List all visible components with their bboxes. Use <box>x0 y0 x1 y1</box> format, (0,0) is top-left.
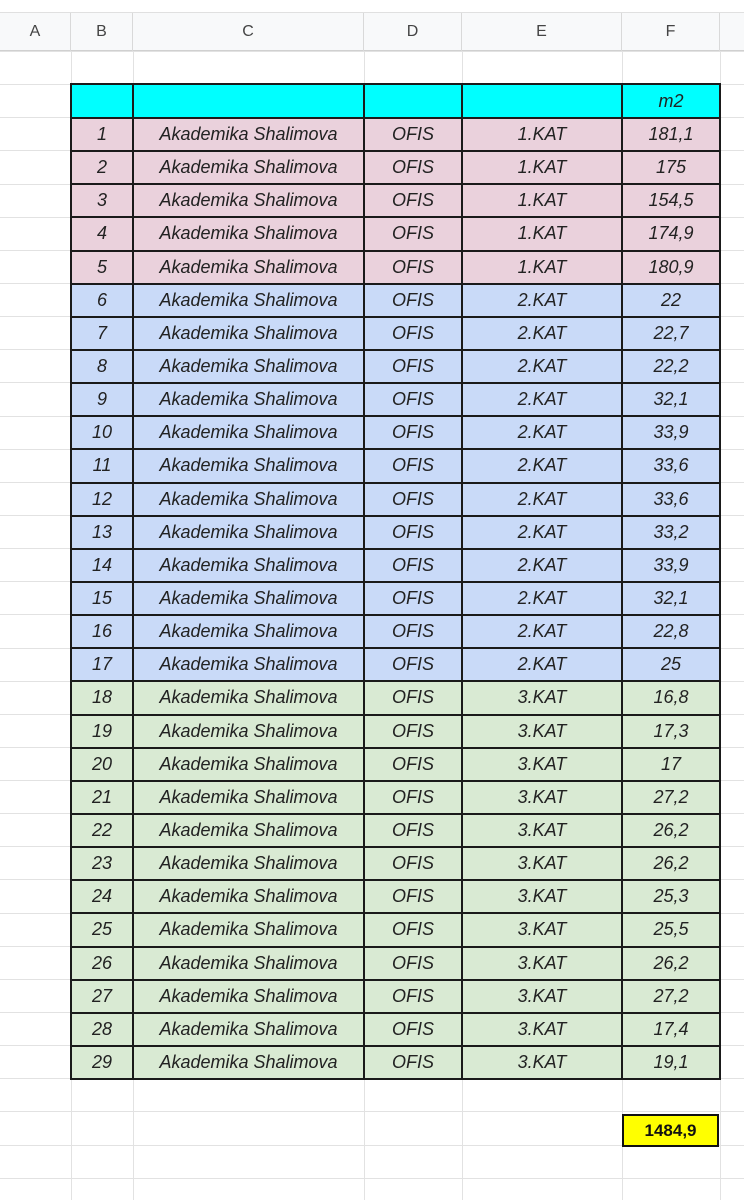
type-cell[interactable]: OFIS <box>364 681 462 714</box>
area-cell[interactable]: 17,4 <box>622 1013 720 1046</box>
street-cell[interactable]: Akademika Shalimova <box>133 715 364 748</box>
table-border-horizontal <box>70 780 721 782</box>
row-number-cell[interactable]: 3 <box>71 184 133 217</box>
column-header-f[interactable]: F <box>622 13 720 51</box>
type-cell[interactable]: OFIS <box>364 516 462 549</box>
row-number-cell[interactable]: 7 <box>71 317 133 350</box>
area-cell[interactable]: 25,3 <box>622 880 720 913</box>
table-border-horizontal <box>70 448 721 450</box>
area-cell[interactable]: 174,9 <box>622 217 720 250</box>
street-cell[interactable]: Akademika Shalimova <box>133 317 364 350</box>
street-cell[interactable]: Akademika Shalimova <box>133 383 364 416</box>
table-border-horizontal <box>70 714 721 716</box>
floor-cell[interactable]: 3.KAT <box>462 947 622 980</box>
row-number-cell[interactable]: 15 <box>71 582 133 615</box>
gridline-horizontal <box>0 1111 744 1112</box>
row-number-cell[interactable]: 8 <box>71 350 133 383</box>
floor-cell[interactable]: 2.KAT <box>462 483 622 516</box>
floor-cell[interactable]: 1.KAT <box>462 118 622 151</box>
street-cell[interactable]: Akademika Shalimova <box>133 814 364 847</box>
table-border-horizontal <box>70 979 721 981</box>
header-cell-b[interactable] <box>71 84 133 118</box>
area-cell[interactable]: 17 <box>622 748 720 781</box>
table-border-horizontal <box>70 846 721 848</box>
gridline-horizontal <box>0 1178 744 1179</box>
street-cell[interactable]: Akademika Shalimova <box>133 516 364 549</box>
area-cell[interactable]: 17,3 <box>622 715 720 748</box>
row-number-cell[interactable]: 9 <box>71 383 133 416</box>
street-cell[interactable]: Akademika Shalimova <box>133 648 364 681</box>
table-border-horizontal <box>70 813 721 815</box>
row-number-cell[interactable]: 24 <box>71 880 133 913</box>
row-number-cell[interactable]: 17 <box>71 648 133 681</box>
row-number-cell[interactable]: 13 <box>71 516 133 549</box>
table-border-horizontal <box>70 614 721 616</box>
table-border-horizontal <box>70 150 721 152</box>
floor-cell[interactable]: 1.KAT <box>462 217 622 250</box>
area-cell[interactable]: 22,7 <box>622 317 720 350</box>
type-cell[interactable]: OFIS <box>364 251 462 284</box>
table-border-horizontal <box>70 912 721 914</box>
table-border-horizontal <box>70 283 721 285</box>
street-cell[interactable]: Akademika Shalimova <box>133 350 364 383</box>
floor-cell[interactable]: 2.KAT <box>462 615 622 648</box>
area-cell[interactable]: 154,5 <box>622 184 720 217</box>
table-border-horizontal <box>70 515 721 517</box>
area-cell[interactable]: 19,1 <box>622 1046 720 1079</box>
table-border-horizontal <box>70 647 721 649</box>
type-cell[interactable]: OFIS <box>364 118 462 151</box>
floor-cell[interactable]: 3.KAT <box>462 781 622 814</box>
street-cell[interactable]: Akademika Shalimova <box>133 681 364 714</box>
type-cell[interactable]: OFIS <box>364 748 462 781</box>
row-number-cell[interactable]: 10 <box>71 416 133 449</box>
row-number-cell[interactable]: 21 <box>71 781 133 814</box>
row-number-cell[interactable]: 2 <box>71 151 133 184</box>
area-cell[interactable]: 33,9 <box>622 549 720 582</box>
gridline-horizontal <box>0 51 744 52</box>
table-border-horizontal <box>70 879 721 881</box>
area-cell[interactable]: 16,8 <box>622 681 720 714</box>
floor-cell[interactable]: 2.KAT <box>462 648 622 681</box>
row-number-cell[interactable]: 16 <box>71 615 133 648</box>
header-cell-d[interactable] <box>364 84 462 118</box>
area-cell[interactable]: 175 <box>622 151 720 184</box>
table-border-horizontal <box>70 349 721 351</box>
row-number-cell[interactable]: 27 <box>71 980 133 1013</box>
floor-cell[interactable]: 2.KAT <box>462 350 622 383</box>
header-cell-c[interactable] <box>133 84 364 118</box>
row-number-cell[interactable]: 28 <box>71 1013 133 1046</box>
row-number-cell[interactable]: 6 <box>71 284 133 317</box>
street-cell[interactable]: Akademika Shalimova <box>133 217 364 250</box>
column-header-b[interactable]: B <box>71 13 133 51</box>
row-number-cell[interactable]: 5 <box>71 251 133 284</box>
type-cell[interactable]: OFIS <box>364 1046 462 1079</box>
street-cell[interactable]: Akademika Shalimova <box>133 880 364 913</box>
area-cell[interactable]: 25,5 <box>622 913 720 946</box>
table-border-horizontal <box>70 250 721 252</box>
street-cell[interactable]: Akademika Shalimova <box>133 748 364 781</box>
row-number-cell[interactable]: 23 <box>71 847 133 880</box>
table-border-horizontal <box>70 581 721 583</box>
floor-cell[interactable]: 1.KAT <box>462 251 622 284</box>
row-number-cell[interactable]: 22 <box>71 814 133 847</box>
type-cell[interactable]: OFIS <box>364 217 462 250</box>
type-cell[interactable]: OFIS <box>364 416 462 449</box>
type-cell[interactable]: OFIS <box>364 615 462 648</box>
floor-cell[interactable]: 3.KAT <box>462 847 622 880</box>
row-number-cell[interactable]: 14 <box>71 549 133 582</box>
floor-cell[interactable]: 2.KAT <box>462 549 622 582</box>
area-cell[interactable]: 32,1 <box>622 383 720 416</box>
area-cell[interactable]: 27,2 <box>622 781 720 814</box>
floor-cell[interactable]: 3.KAT <box>462 715 622 748</box>
table-border-horizontal <box>70 83 721 85</box>
street-cell[interactable]: Akademika Shalimova <box>133 947 364 980</box>
floor-cell[interactable]: 3.KAT <box>462 681 622 714</box>
type-cell[interactable]: OFIS <box>364 151 462 184</box>
type-cell[interactable]: OFIS <box>364 449 462 482</box>
column-header-a[interactable]: A <box>0 13 71 51</box>
type-cell[interactable]: OFIS <box>364 350 462 383</box>
street-cell[interactable]: Akademika Shalimova <box>133 615 364 648</box>
street-cell[interactable]: Akademika Shalimova <box>133 118 364 151</box>
area-cell[interactable]: 26,2 <box>622 814 720 847</box>
column-header-d[interactable]: D <box>364 13 462 51</box>
street-cell[interactable]: Akademika Shalimova <box>133 151 364 184</box>
table-border-horizontal <box>70 548 721 550</box>
floor-cell[interactable]: 2.KAT <box>462 516 622 549</box>
type-cell[interactable]: OFIS <box>364 483 462 516</box>
type-cell[interactable]: OFIS <box>364 814 462 847</box>
table-border-horizontal <box>70 747 721 749</box>
row-number-cell[interactable]: 29 <box>71 1046 133 1079</box>
table-border-horizontal <box>70 946 721 948</box>
type-cell[interactable]: OFIS <box>364 947 462 980</box>
table-border-horizontal <box>70 316 721 318</box>
type-cell[interactable]: OFIS <box>364 648 462 681</box>
floor-cell[interactable]: 2.KAT <box>462 284 622 317</box>
type-cell[interactable]: OFIS <box>364 184 462 217</box>
area-cell[interactable]: 22 <box>622 284 720 317</box>
street-cell[interactable]: Akademika Shalimova <box>133 416 364 449</box>
street-cell[interactable]: Akademika Shalimova <box>133 913 364 946</box>
floor-cell[interactable]: 3.KAT <box>462 913 622 946</box>
floor-cell[interactable]: 3.KAT <box>462 814 622 847</box>
street-cell[interactable]: Akademika Shalimova <box>133 980 364 1013</box>
header-cell-e[interactable] <box>462 84 622 118</box>
table-border-horizontal <box>70 1045 721 1047</box>
floor-cell[interactable]: 2.KAT <box>462 383 622 416</box>
row-number-cell[interactable]: 4 <box>71 217 133 250</box>
floor-cell[interactable]: 1.KAT <box>462 151 622 184</box>
street-cell[interactable]: Akademika Shalimova <box>133 251 364 284</box>
floor-cell[interactable]: 3.KAT <box>462 880 622 913</box>
table-border-horizontal <box>70 415 721 417</box>
row-number-cell[interactable]: 12 <box>71 483 133 516</box>
street-cell[interactable]: Akademika Shalimova <box>133 284 364 317</box>
type-cell[interactable]: OFIS <box>364 317 462 350</box>
table-border-horizontal <box>70 482 721 484</box>
type-cell[interactable]: OFIS <box>364 980 462 1013</box>
type-cell[interactable]: OFIS <box>364 582 462 615</box>
type-cell[interactable]: OFIS <box>364 913 462 946</box>
area-cell[interactable]: 22,8 <box>622 615 720 648</box>
street-cell[interactable]: Akademika Shalimova <box>133 582 364 615</box>
street-cell[interactable]: Akademika Shalimova <box>133 449 364 482</box>
area-cell[interactable]: 27,2 <box>622 980 720 1013</box>
type-cell[interactable]: OFIS <box>364 880 462 913</box>
street-cell[interactable]: Akademika Shalimova <box>133 483 364 516</box>
area-cell[interactable]: 26,2 <box>622 947 720 980</box>
row-number-cell[interactable]: 18 <box>71 681 133 714</box>
column-header-e[interactable]: E <box>462 13 622 51</box>
floor-cell[interactable]: 3.KAT <box>462 1013 622 1046</box>
floor-cell[interactable]: 2.KAT <box>462 449 622 482</box>
table-border-horizontal <box>70 1012 721 1014</box>
street-cell[interactable]: Akademika Shalimova <box>133 847 364 880</box>
type-cell[interactable]: OFIS <box>364 847 462 880</box>
floor-cell[interactable]: 3.KAT <box>462 748 622 781</box>
header-cell-f[interactable]: m2 <box>622 84 720 118</box>
column-header-c[interactable]: C <box>133 13 364 51</box>
total-area-cell[interactable]: 1484,9 <box>622 1114 719 1147</box>
area-cell[interactable]: 181,1 <box>622 118 720 151</box>
type-cell[interactable]: OFIS <box>364 549 462 582</box>
type-cell[interactable]: OFIS <box>364 781 462 814</box>
street-cell[interactable]: Akademika Shalimova <box>133 781 364 814</box>
row-number-cell[interactable]: 20 <box>71 748 133 781</box>
table-border-horizontal <box>70 680 721 682</box>
row-number-cell[interactable]: 26 <box>71 947 133 980</box>
area-cell[interactable]: 26,2 <box>622 847 720 880</box>
row-number-cell[interactable]: 25 <box>71 913 133 946</box>
table-border-horizontal <box>70 1078 721 1080</box>
table-border-horizontal <box>70 117 721 119</box>
row-number-cell[interactable]: 1 <box>71 118 133 151</box>
floor-cell[interactable]: 2.KAT <box>462 416 622 449</box>
street-cell[interactable]: Akademika Shalimova <box>133 1013 364 1046</box>
type-cell[interactable]: OFIS <box>364 284 462 317</box>
floor-cell[interactable]: 2.KAT <box>462 317 622 350</box>
street-cell[interactable]: Akademika Shalimova <box>133 1046 364 1079</box>
area-cell[interactable]: 33,2 <box>622 516 720 549</box>
area-cell[interactable]: 22,2 <box>622 350 720 383</box>
type-cell[interactable]: OFIS <box>364 715 462 748</box>
table-border-horizontal <box>70 216 721 218</box>
area-cell[interactable]: 32,1 <box>622 582 720 615</box>
floor-cell[interactable]: 3.KAT <box>462 1046 622 1079</box>
floor-cell[interactable]: 1.KAT <box>462 184 622 217</box>
area-cell[interactable]: 33,9 <box>622 416 720 449</box>
row-number-cell[interactable]: 11 <box>71 449 133 482</box>
area-cell[interactable]: 33,6 <box>622 449 720 482</box>
type-cell[interactable]: OFIS <box>364 1013 462 1046</box>
table-border-horizontal <box>70 183 721 185</box>
floor-cell[interactable]: 3.KAT <box>462 980 622 1013</box>
street-cell[interactable]: Akademika Shalimova <box>133 184 364 217</box>
row-number-cell[interactable]: 19 <box>71 715 133 748</box>
area-cell[interactable]: 25 <box>622 648 720 681</box>
floor-cell[interactable]: 2.KAT <box>462 582 622 615</box>
area-cell[interactable]: 33,6 <box>622 483 720 516</box>
table-border-horizontal <box>70 382 721 384</box>
type-cell[interactable]: OFIS <box>364 383 462 416</box>
column-header-bar <box>0 12 744 51</box>
area-cell[interactable]: 180,9 <box>622 251 720 284</box>
street-cell[interactable]: Akademika Shalimova <box>133 549 364 582</box>
